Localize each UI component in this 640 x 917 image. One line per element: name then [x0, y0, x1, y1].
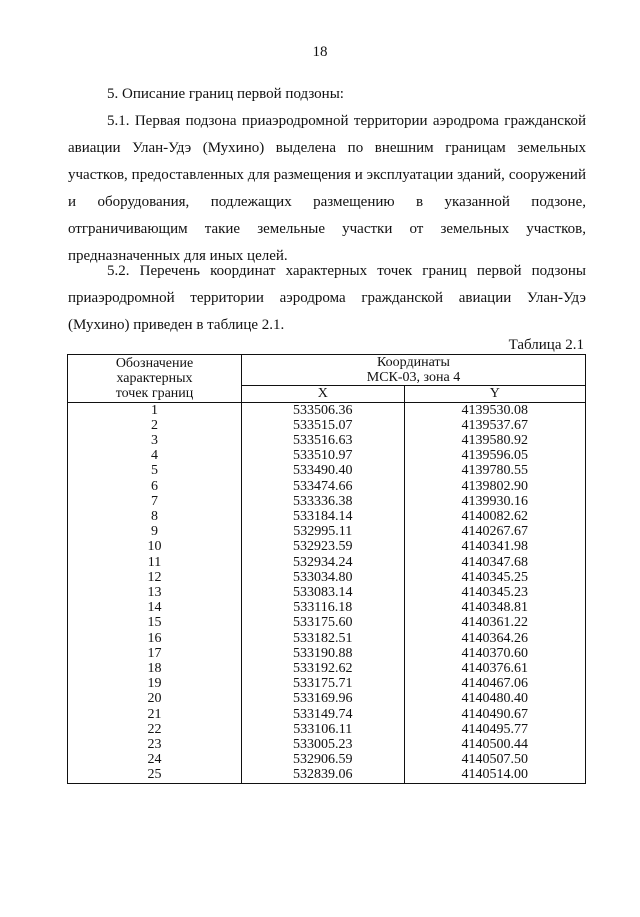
x-coordinate-cell: 533516.63: [242, 433, 405, 448]
point-number-cell: 14: [68, 600, 242, 615]
table-row: [68, 600, 586, 615]
table-row: [68, 539, 586, 554]
point-number-cell: 1: [68, 402, 242, 418]
table-row: [68, 676, 586, 691]
table-row: [68, 707, 586, 722]
table-row: [68, 661, 586, 676]
table-row: [68, 615, 586, 630]
point-number-cell: 7: [68, 494, 242, 509]
coordinates-table-body: [68, 402, 586, 783]
x-coordinate-cell: 533184.14: [242, 509, 405, 524]
point-number-cell: 24: [68, 752, 242, 767]
table-row: [68, 418, 586, 433]
x-coordinate-cell: 533506.36: [242, 402, 405, 418]
paragraph-5-1: 5.1. Первая подзона приаэродромной территории аэродрома гражданской авиации Улан-Удэ (Мухино) выделена по внешним границам земельных участков, предоставленных для размещения и эксплуатации зданий, сооружений и оборудования, подлежащих размещению в указанной подзоне, отграничивающим такие земельные участки от земельных участков, предназначенных для иных целей.: [68, 113, 586, 264]
point-number-cell: 9: [68, 524, 242, 539]
y-coordinate-cell: 4140082.62: [404, 509, 585, 524]
y-coordinate-cell: 4140507.50: [404, 752, 585, 767]
x-coordinate-cell: 532995.11: [242, 524, 405, 539]
table-row: [68, 448, 586, 463]
table-row: [68, 509, 586, 524]
y-coordinate-cell: 4139802.90: [404, 479, 585, 494]
point-number-cell: 5: [68, 463, 242, 478]
table-row: [68, 402, 586, 418]
x-coordinate-cell: 533474.66: [242, 479, 405, 494]
section-heading: 5. Описание границ первой подзоны:: [107, 86, 344, 102]
table-row: [68, 433, 586, 448]
point-number-cell: 15: [68, 615, 242, 630]
y-coordinate-cell: 4140370.60: [404, 646, 585, 661]
header-coords-system: МСК-03, зона 4: [366, 370, 461, 386]
header-x: X: [242, 386, 405, 402]
y-coordinate-cell: 4140361.22: [404, 615, 585, 630]
point-number-cell: 11: [68, 555, 242, 570]
x-coordinate-cell: 533336.38: [242, 494, 405, 509]
y-coordinate-cell: 4140514.00: [404, 767, 585, 783]
table-row: [68, 722, 586, 737]
x-coordinate-cell: 533005.23: [242, 737, 405, 752]
table-row: [68, 585, 586, 600]
y-coordinate-cell: 4139780.55: [404, 463, 585, 478]
x-coordinate-cell: 533510.97: [242, 448, 405, 463]
x-coordinate-cell: 533116.18: [242, 600, 405, 615]
x-coordinate-cell: 532906.59: [242, 752, 405, 767]
y-coordinate-cell: 4139537.67: [404, 418, 585, 433]
table-row: [68, 646, 586, 661]
header-points-line: Обозначение: [115, 356, 194, 371]
header-points: [68, 355, 242, 403]
y-coordinate-cell: 4140467.06: [404, 676, 585, 691]
x-coordinate-cell: 532839.06: [242, 767, 405, 783]
point-number-cell: 6: [68, 479, 242, 494]
table-row: [68, 555, 586, 570]
point-number-cell: 18: [68, 661, 242, 676]
point-number-cell: 4: [68, 448, 242, 463]
x-coordinate-cell: 533490.40: [242, 463, 405, 478]
table-row: [68, 494, 586, 509]
paragraph-5-2: 5.2. Перечень координат характерных точек границ первой подзоны приаэродромной территории аэродрома гражданской авиации Улан-Удэ (Мухино) приведен в таблице 2.1.: [68, 263, 586, 333]
y-coordinate-cell: 4140345.23: [404, 585, 585, 600]
y-coordinate-cell: 4139530.08: [404, 402, 585, 418]
y-coordinate-cell: 4140364.26: [404, 631, 585, 646]
point-number-cell: 22: [68, 722, 242, 737]
table-row: [68, 737, 586, 752]
point-number-cell: 17: [68, 646, 242, 661]
header-coordinates: [242, 355, 586, 386]
x-coordinate-cell: 533175.60: [242, 615, 405, 630]
header-points-line: характерных: [116, 371, 193, 387]
y-coordinate-cell: 4140341.98: [404, 539, 585, 554]
x-coordinate-cell: 533034.80: [242, 570, 405, 585]
table-row: [68, 691, 586, 706]
header-y: Y: [404, 386, 585, 402]
x-coordinate-cell: 532923.59: [242, 539, 405, 554]
y-coordinate-cell: 4140495.77: [404, 722, 585, 737]
header-points-line: точек границ: [115, 386, 194, 402]
y-coordinate-cell: 4140500.44: [404, 737, 585, 752]
table-row: [68, 463, 586, 478]
point-number-cell: 19: [68, 676, 242, 691]
x-coordinate-cell: 533175.71: [242, 676, 405, 691]
point-number-cell: 16: [68, 631, 242, 646]
x-coordinate-cell: 533106.11: [242, 722, 405, 737]
point-number-cell: 12: [68, 570, 242, 585]
table-row: [68, 524, 586, 539]
coordinates-table: [67, 354, 586, 784]
y-coordinate-cell: 4140490.67: [404, 707, 585, 722]
table-row: [68, 479, 586, 494]
y-coordinate-cell: 4140348.81: [404, 600, 585, 615]
point-number-cell: 25: [68, 767, 242, 783]
point-number-cell: 8: [68, 509, 242, 524]
x-coordinate-cell: 533149.74: [242, 707, 405, 722]
table-row: [68, 752, 586, 767]
x-coordinate-cell: 533083.14: [242, 585, 405, 600]
x-coordinate-cell: 533190.88: [242, 646, 405, 661]
point-number-cell: 3: [68, 433, 242, 448]
point-number-cell: 13: [68, 585, 242, 600]
point-number-cell: 23: [68, 737, 242, 752]
y-coordinate-cell: 4139596.05: [404, 448, 585, 463]
point-number-cell: 20: [68, 691, 242, 706]
y-coordinate-cell: 4140345.25: [404, 570, 585, 585]
y-coordinate-cell: 4139930.16: [404, 494, 585, 509]
point-number-cell: 2: [68, 418, 242, 433]
y-coordinate-cell: 4140480.40: [404, 691, 585, 706]
x-coordinate-cell: 532934.24: [242, 555, 405, 570]
y-coordinate-cell: 4140376.61: [404, 661, 585, 676]
x-coordinate-cell: 533182.51: [242, 631, 405, 646]
x-coordinate-cell: 533192.62: [242, 661, 405, 676]
table-row: [68, 631, 586, 646]
y-coordinate-cell: 4140347.68: [404, 555, 585, 570]
table-row: [68, 767, 586, 783]
header-coords-title: Координаты: [377, 355, 450, 370]
point-number-cell: 10: [68, 539, 242, 554]
x-coordinate-cell: 533515.07: [242, 418, 405, 433]
point-number-cell: 21: [68, 707, 242, 722]
x-coordinate-cell: 533169.96: [242, 691, 405, 706]
table-caption: Таблица 2.1: [508, 337, 584, 353]
table-row: [68, 570, 586, 585]
y-coordinate-cell: 4140267.67: [404, 524, 585, 539]
page-number: 18: [312, 44, 328, 60]
y-coordinate-cell: 4139580.92: [404, 433, 585, 448]
